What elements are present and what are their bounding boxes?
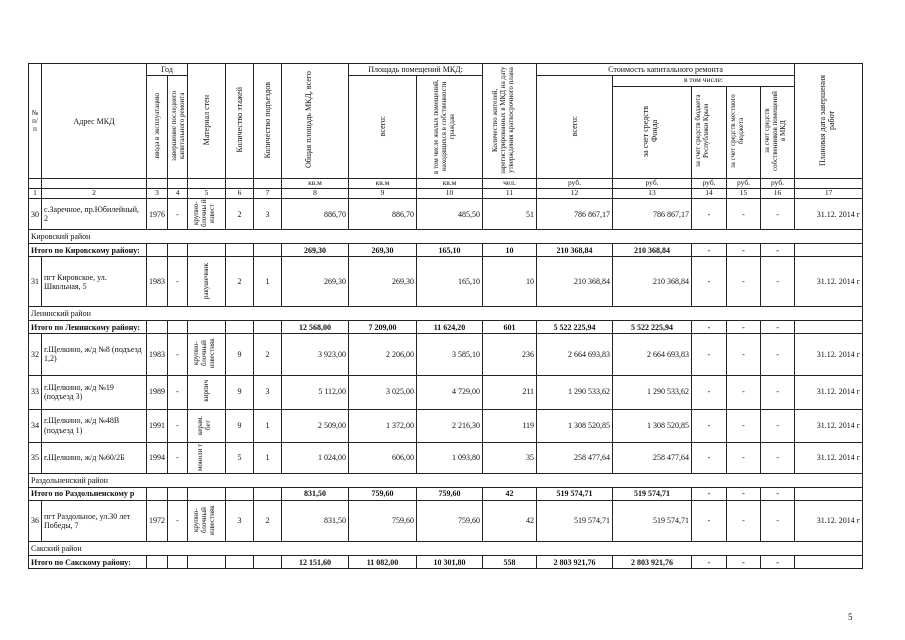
header-cost-fund: за счет средств Фонда bbox=[613, 86, 692, 179]
col-num: 15 bbox=[727, 189, 761, 199]
header-year-group: Год bbox=[147, 64, 188, 76]
row-private-area: 3 585,10 bbox=[417, 334, 483, 375]
row-area: 1 372,00 bbox=[349, 409, 417, 442]
col-num: 17 bbox=[795, 189, 863, 199]
row-residents: 35 bbox=[483, 442, 537, 473]
total-cost: 519 574,71 bbox=[537, 487, 613, 500]
col-num: 13 bbox=[613, 189, 692, 199]
col-num: 3 bbox=[147, 189, 168, 199]
header-year-last-repair: завершение последнего капитального ремонта bbox=[168, 76, 188, 179]
total-label: Итого по Ленинскому району: bbox=[29, 321, 147, 334]
row-private-area: 4 729,00 bbox=[417, 375, 483, 409]
table-row bbox=[29, 375, 863, 409]
row-num: 36 bbox=[29, 500, 42, 541]
row-floors: 2 bbox=[226, 199, 254, 230]
row-floors: 3 bbox=[226, 500, 254, 541]
total-fund: 210 368,84 bbox=[613, 244, 692, 257]
row-address: пгт Раздольное, ул.30 лет Победы, 7 bbox=[42, 500, 147, 541]
total-area-all: 11 082,00 bbox=[349, 556, 417, 569]
row-address: г.Щелкино, ж/д №60/2Б bbox=[42, 442, 147, 473]
row-entrances: 3 bbox=[254, 375, 282, 409]
header-cost-local: за счет средств местного бюджета bbox=[727, 86, 761, 179]
row-num: 31 bbox=[29, 257, 42, 307]
row-cost-owners: - bbox=[761, 500, 795, 541]
row-cost-republic: - bbox=[692, 442, 727, 473]
row-year: 1989 bbox=[147, 375, 168, 409]
table-row bbox=[29, 199, 863, 230]
region-title: Раздольненский район bbox=[29, 473, 863, 487]
row-cost-republic: - bbox=[692, 375, 727, 409]
row-num: 35 bbox=[29, 442, 42, 473]
row-cost-owners: - bbox=[761, 409, 795, 442]
row-cost-local: - bbox=[727, 199, 761, 230]
header-cost-total: всего: bbox=[537, 76, 613, 179]
row-total-area: 3 923,00 bbox=[282, 334, 349, 375]
col-num: 6 bbox=[226, 189, 254, 199]
total-area-all: 759,60 bbox=[349, 487, 417, 500]
column-numbers-row bbox=[29, 189, 863, 199]
col-num: 9 bbox=[349, 189, 417, 199]
total-private: 165,10 bbox=[417, 244, 483, 257]
row-cost-republic: - bbox=[692, 199, 727, 230]
row-entrances: 1 bbox=[254, 257, 282, 307]
row-cost-owners: - bbox=[761, 199, 795, 230]
unit: руб. bbox=[613, 179, 692, 189]
header-row-1 bbox=[29, 64, 863, 76]
row-floors: 5 bbox=[226, 442, 254, 473]
total-fund: 5 522 225,94 bbox=[613, 321, 692, 334]
row-cost-fund: 786 867,17 bbox=[613, 199, 692, 230]
total-owners: - bbox=[761, 244, 795, 257]
total-cost: 2 803 921,76 bbox=[537, 556, 613, 569]
total-area: 12 151,60 bbox=[282, 556, 349, 569]
total-republic: - bbox=[692, 244, 727, 257]
row-address: г.Щелкино, ж/д №19 (подъезд 3) bbox=[42, 375, 147, 409]
row-floors: 9 bbox=[226, 409, 254, 442]
row-private-area: 485,50 bbox=[417, 199, 483, 230]
row-residents: 10 bbox=[483, 257, 537, 307]
row-area: 606,00 bbox=[349, 442, 417, 473]
row-area: 2 206,00 bbox=[349, 334, 417, 375]
row-cost: 786 867,17 bbox=[537, 199, 613, 230]
table-row bbox=[29, 500, 863, 541]
row-cost-fund: 210 368,84 bbox=[613, 257, 692, 307]
row-residents: 236 bbox=[483, 334, 537, 375]
row-cost: 210 368,84 bbox=[537, 257, 613, 307]
row-cost-local: - bbox=[727, 257, 761, 307]
row-cost-republic: - bbox=[692, 257, 727, 307]
row-floors: 2 bbox=[226, 257, 254, 307]
row-planned-date: 31.12. 2014 г bbox=[795, 257, 863, 307]
row-floors: 9 bbox=[226, 375, 254, 409]
row-year: 1991 bbox=[147, 409, 168, 442]
col-num: 7 bbox=[254, 189, 282, 199]
row-entrances: 1 bbox=[254, 409, 282, 442]
row-num: 30 bbox=[29, 199, 42, 230]
row-repair-year: - bbox=[168, 334, 188, 375]
unit: руб. bbox=[692, 179, 727, 189]
header-cost-owners: за счет средств собственников помещений в МКД bbox=[761, 86, 795, 179]
region-total-razdolnoe bbox=[29, 487, 863, 500]
total-private: 759,60 bbox=[417, 487, 483, 500]
region-total-saki bbox=[29, 556, 863, 569]
col-num: 1 bbox=[29, 189, 42, 199]
row-material: моноли т bbox=[188, 442, 226, 473]
col-num: 4 bbox=[168, 189, 188, 199]
table-row bbox=[29, 409, 863, 442]
header-wall-material: Материал стен bbox=[188, 64, 226, 179]
total-local: - bbox=[727, 321, 761, 334]
row-floors: 9 bbox=[226, 334, 254, 375]
row-material: ракушечник bbox=[188, 257, 226, 307]
row-cost-republic: - bbox=[692, 334, 727, 375]
row-cost-owners: - bbox=[761, 257, 795, 307]
page-number: 5 bbox=[848, 612, 853, 622]
row-cost-republic: - bbox=[692, 409, 727, 442]
row-entrances: 1 bbox=[254, 442, 282, 473]
row-cost: 1 290 533,62 bbox=[537, 375, 613, 409]
header-residents: Количество жителей, зарегистрированных в МКД на дату утверждения краткосрочного плана bbox=[483, 64, 537, 179]
row-cost-local: - bbox=[727, 442, 761, 473]
total-label: Итого по Сакскому району: bbox=[29, 556, 147, 569]
row-cost-owners: - bbox=[761, 442, 795, 473]
header-entrances: Количество подъездов bbox=[254, 64, 282, 179]
row-repair-year: - bbox=[168, 257, 188, 307]
total-area-all: 269,30 bbox=[349, 244, 417, 257]
col-num: 11 bbox=[483, 189, 537, 199]
row-cost-owners: - bbox=[761, 334, 795, 375]
row-total-area: 269,30 bbox=[282, 257, 349, 307]
unit: руб. bbox=[537, 179, 613, 189]
row-address: г.Щелкино, ж/д №48В (подъезд 1) bbox=[42, 409, 147, 442]
row-cost-fund: 258 477,64 bbox=[613, 442, 692, 473]
row-total-area: 831,50 bbox=[282, 500, 349, 541]
row-private-area: 165,10 bbox=[417, 257, 483, 307]
col-num: 2 bbox=[42, 189, 147, 199]
row-year: 1972 bbox=[147, 500, 168, 541]
region-title: Сакский район bbox=[29, 542, 863, 556]
total-area-all: 7 209,00 bbox=[349, 321, 417, 334]
region-title: Ленинский район bbox=[29, 307, 863, 321]
header-planned-date: Плановая дата завершения работ bbox=[795, 64, 863, 179]
row-year: 1976 bbox=[147, 199, 168, 230]
row-cost-local: - bbox=[727, 334, 761, 375]
row-planned-date: 31.12. 2014 г bbox=[795, 442, 863, 473]
row-cost-owners: - bbox=[761, 375, 795, 409]
unit: кв.м bbox=[349, 179, 417, 189]
total-local: - bbox=[727, 244, 761, 257]
header-area-total: всего: bbox=[349, 76, 417, 179]
total-fund: 519 574,71 bbox=[613, 487, 692, 500]
unit: чел. bbox=[483, 179, 537, 189]
unit: кв.м bbox=[417, 179, 483, 189]
total-owners: - bbox=[761, 556, 795, 569]
row-num: 32 bbox=[29, 334, 42, 375]
row-material: керам. бет bbox=[188, 409, 226, 442]
header-floors: Количество этажей bbox=[226, 64, 254, 179]
header-address: Адрес МКД bbox=[42, 64, 147, 179]
region-total-kirov bbox=[29, 244, 863, 257]
row-repair-year: - bbox=[168, 442, 188, 473]
row-year: 1983 bbox=[147, 257, 168, 307]
row-cost: 519 574,71 bbox=[537, 500, 613, 541]
header-area-group: Площадь помещений МКД: bbox=[349, 64, 483, 76]
total-area: 12 568,00 bbox=[282, 321, 349, 334]
header-row-2 bbox=[29, 76, 863, 87]
total-area: 831,50 bbox=[282, 487, 349, 500]
row-cost-local: - bbox=[727, 375, 761, 409]
unit: руб. bbox=[761, 179, 795, 189]
col-num: 5 bbox=[188, 189, 226, 199]
row-area: 269,30 bbox=[349, 257, 417, 307]
row-year: 1994 bbox=[147, 442, 168, 473]
row-entrances: 2 bbox=[254, 334, 282, 375]
region-total-lenin bbox=[29, 321, 863, 334]
row-cost: 258 477,64 bbox=[537, 442, 613, 473]
row-residents: 42 bbox=[483, 500, 537, 541]
table-row bbox=[29, 334, 863, 375]
row-num: 33 bbox=[29, 375, 42, 409]
total-republic: - bbox=[692, 321, 727, 334]
header-total-area: Общая площадь МКД, всего bbox=[282, 64, 349, 179]
unit: кв.м bbox=[282, 179, 349, 189]
row-repair-year: - bbox=[168, 375, 188, 409]
region-row-lenin bbox=[29, 307, 863, 321]
row-material: крупно-блочны й извест bbox=[188, 199, 226, 230]
total-residents: 42 bbox=[483, 487, 537, 500]
row-total-area: 886,70 bbox=[282, 199, 349, 230]
col-num: 14 bbox=[692, 189, 727, 199]
row-address: г.Щелкино, ж/д №8 (подъезд 1,2) bbox=[42, 334, 147, 375]
col-num: 12 bbox=[537, 189, 613, 199]
table-row bbox=[29, 442, 863, 473]
total-label: Итого по Кировскому району: bbox=[29, 244, 147, 257]
header-num: № п/п bbox=[29, 64, 42, 179]
header-cost-group: Стоимость капитального ремонта bbox=[537, 64, 795, 76]
total-private: 10 301,80 bbox=[417, 556, 483, 569]
row-residents: 211 bbox=[483, 375, 537, 409]
total-area: 269,30 bbox=[282, 244, 349, 257]
total-fund: 2 803 921,76 bbox=[613, 556, 692, 569]
row-area: 3 025,00 bbox=[349, 375, 417, 409]
row-area: 759,60 bbox=[349, 500, 417, 541]
row-planned-date: 31.12. 2014 г bbox=[795, 375, 863, 409]
row-total-area: 2 509,00 bbox=[282, 409, 349, 442]
row-private-area: 759,60 bbox=[417, 500, 483, 541]
total-owners: - bbox=[761, 487, 795, 500]
header-year-commission: ввода в эксплуатацию bbox=[147, 76, 168, 179]
row-cost-republic: - bbox=[692, 500, 727, 541]
row-cost-local: - bbox=[727, 500, 761, 541]
total-residents: 601 bbox=[483, 321, 537, 334]
row-cost-fund: 519 574,71 bbox=[613, 500, 692, 541]
row-planned-date: 31.12. 2014 г bbox=[795, 500, 863, 541]
total-private: 11 624,20 bbox=[417, 321, 483, 334]
row-private-area: 1 093,80 bbox=[417, 442, 483, 473]
total-residents: 558 bbox=[483, 556, 537, 569]
header-cost-incl: в том числе: bbox=[613, 76, 795, 87]
unit: руб. bbox=[727, 179, 761, 189]
row-cost-fund: 1 290 533,62 bbox=[613, 375, 692, 409]
row-material: крупно-блочный известняк bbox=[188, 500, 226, 541]
total-cost: 210 368,84 bbox=[537, 244, 613, 257]
row-total-area: 5 112,00 bbox=[282, 375, 349, 409]
row-planned-date: 31.12. 2014 г bbox=[795, 199, 863, 230]
row-repair-year: - bbox=[168, 409, 188, 442]
row-total-area: 1 024,00 bbox=[282, 442, 349, 473]
total-local: - bbox=[727, 487, 761, 500]
col-num: 16 bbox=[761, 189, 795, 199]
row-num: 34 bbox=[29, 409, 42, 442]
region-row-razdolnoe bbox=[29, 473, 863, 487]
row-area: 886,70 bbox=[349, 199, 417, 230]
row-residents: 51 bbox=[483, 199, 537, 230]
row-year: 1983 bbox=[147, 334, 168, 375]
row-planned-date: 31.12. 2014 г bbox=[795, 409, 863, 442]
total-republic: - bbox=[692, 487, 727, 500]
capital-repair-table bbox=[28, 63, 863, 569]
table-row bbox=[29, 257, 863, 307]
col-num: 10 bbox=[417, 189, 483, 199]
row-address: с.Заречное, пр.Юбилейный, 2 bbox=[42, 199, 147, 230]
row-repair-year: - bbox=[168, 199, 188, 230]
total-label: Итого по Раздольненскому р bbox=[29, 487, 147, 500]
row-cost: 2 664 693,83 bbox=[537, 334, 613, 375]
row-cost-local: - bbox=[727, 409, 761, 442]
region-row-saki bbox=[29, 542, 863, 556]
total-cost: 5 522 225,94 bbox=[537, 321, 613, 334]
units-row bbox=[29, 179, 863, 189]
row-cost-fund: 1 308 520,85 bbox=[613, 409, 692, 442]
row-entrances: 2 bbox=[254, 500, 282, 541]
row-residents: 119 bbox=[483, 409, 537, 442]
row-planned-date: 31.12. 2014 г bbox=[795, 334, 863, 375]
header-cost-republic: за счет средств бюджета Республики Крым bbox=[692, 86, 727, 179]
total-republic: - bbox=[692, 556, 727, 569]
row-address: пгт Кировское, ул. Школьная, 5 bbox=[42, 257, 147, 307]
row-cost-fund: 2 664 693,83 bbox=[613, 334, 692, 375]
row-material: кирпич bbox=[188, 375, 226, 409]
col-num: 8 bbox=[282, 189, 349, 199]
row-material: крупно-блочный известняк bbox=[188, 334, 226, 375]
row-repair-year: - bbox=[168, 500, 188, 541]
row-cost: 1 308 520,85 bbox=[537, 409, 613, 442]
header-area-private: в том числе жилых помещений, находящихся в собственности граждан bbox=[417, 76, 483, 179]
region-row-kirov bbox=[29, 230, 863, 244]
row-entrances: 3 bbox=[254, 199, 282, 230]
region-title: Кировский район bbox=[29, 230, 863, 244]
row-private-area: 2 216,30 bbox=[417, 409, 483, 442]
total-owners: - bbox=[761, 321, 795, 334]
total-local: - bbox=[727, 556, 761, 569]
total-residents: 10 bbox=[483, 244, 537, 257]
